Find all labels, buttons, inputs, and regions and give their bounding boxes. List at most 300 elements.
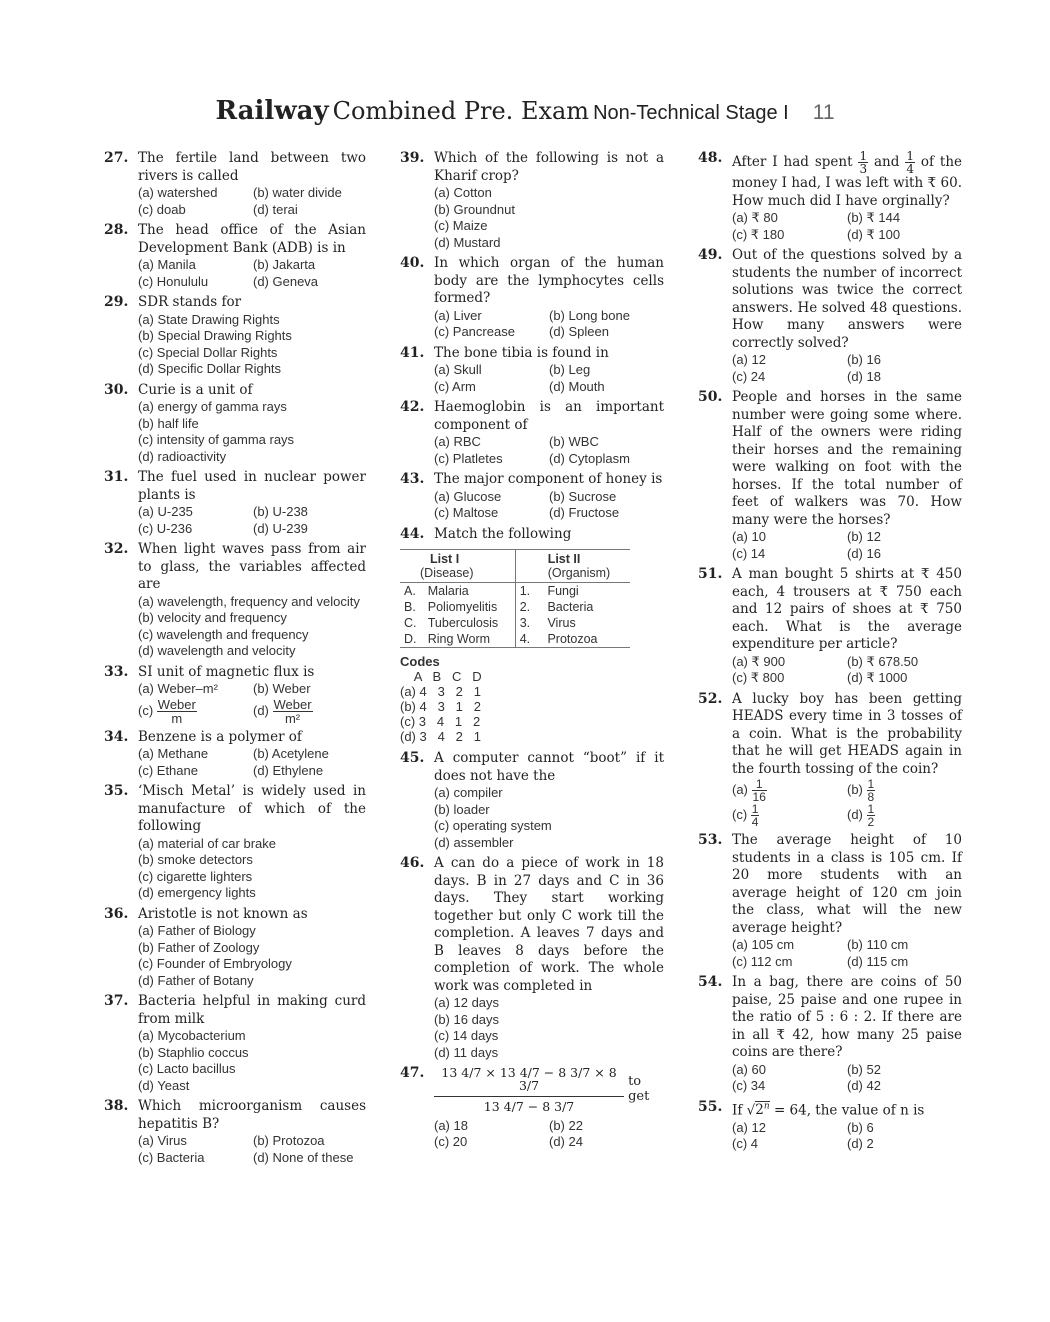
question-30 [104, 382, 366, 466]
question-text: Match the following [434, 525, 572, 542]
options [138, 312, 366, 378]
question-46 [400, 855, 664, 1061]
question-text: In which organ of the human body are the lymphocytes cells formed? [434, 255, 664, 306]
question-number: 54. [698, 974, 723, 990]
options [434, 434, 664, 467]
option-c: (c) Maize [434, 218, 488, 233]
options [138, 746, 366, 779]
question-text: Aristotle is not known as [138, 905, 308, 922]
options [732, 210, 962, 243]
page-header [0, 96, 1050, 126]
question-text: In a bag, there are coins of 50 paise, 25 paise and one rupee in the ratio of 5 : 6 : 2. If there are in all ₹ 42, how many 25 paise coins are there? [732, 974, 962, 1060]
question-number: 36. [104, 905, 129, 922]
option-d: (d) 115 cm [847, 953, 909, 969]
question-35 [104, 783, 366, 902]
option-c: (c) Bacteria [138, 1149, 205, 1165]
options [732, 529, 962, 562]
question-40 [400, 255, 664, 341]
option-a: (a) ₹ 900 [732, 653, 786, 669]
question-51 [698, 566, 962, 687]
question-text: Haemoglobin is an important component of [434, 399, 664, 433]
option-d: (d) ₹ 100 [847, 226, 901, 242]
option-d: (d) 2 [847, 1136, 874, 1151]
question-45 [400, 750, 664, 851]
column-2 [400, 150, 664, 1155]
options [732, 654, 962, 687]
column-1 [104, 150, 366, 1170]
list-2-title: List II [547, 552, 581, 566]
option-b: (b) 16 days [434, 1011, 500, 1027]
option-c: (c) Maltose [434, 505, 499, 520]
option-c: (c) Lacto bacillus [138, 1061, 236, 1076]
disease: Tuberculosis [427, 616, 499, 630]
options [138, 681, 366, 725]
option-d: (d) ₹ 1000 [847, 670, 908, 685]
option-a: (a) Father of Biology [138, 923, 256, 938]
option-c: (c) Ethane [138, 762, 198, 778]
option-c: (c) ₹ 180 [732, 226, 785, 242]
question-text: The fuel used in nuclear power plants is [138, 469, 366, 503]
question-39 [400, 150, 664, 251]
option-label: (a) [732, 781, 748, 797]
option-a: (a) State Drawing Rights [138, 311, 280, 327]
option-d: (d) radioactivity [138, 448, 227, 464]
option-d: (d) 42 [847, 1078, 881, 1093]
options [434, 362, 664, 395]
fraction [751, 803, 760, 828]
option-a: (a) Methane [138, 746, 209, 761]
question-text: Benzene is a polymer of [138, 728, 302, 745]
table-row [400, 615, 630, 631]
codes-block [366, 654, 664, 744]
options [138, 504, 366, 537]
options [434, 489, 664, 522]
option-c [138, 698, 253, 725]
option-c: (c) Founder of Embryology [138, 956, 292, 971]
numerator: 1 [867, 777, 875, 791]
organism: Protozoa [543, 631, 630, 648]
question-number: 28. [104, 222, 129, 238]
codes-row: (b) 4 3 1 2 [400, 699, 481, 714]
question-41 [400, 345, 664, 396]
question-text: Curie is a unit of [138, 381, 253, 398]
options [138, 923, 366, 989]
option-d: (d) U-239 [253, 520, 308, 536]
question-37 [104, 993, 366, 1094]
option-c: (c) 4 [732, 1136, 758, 1151]
question-32 [104, 541, 366, 660]
question-text [732, 150, 962, 210]
option-d: (d) emergency lights [138, 885, 256, 900]
option-d: (d) Cytoplasm [549, 450, 630, 466]
option-a: (a) compiler [434, 785, 503, 800]
option-label: (c) [732, 806, 748, 822]
question-text: A computer cannot “boot” if it does not have the [434, 750, 664, 784]
fraction [867, 778, 876, 803]
table-row [400, 599, 630, 615]
option-b: (b) ₹ 144 [847, 210, 901, 225]
option-b [847, 778, 962, 803]
question-number: 32. [104, 541, 129, 557]
question-52 [698, 691, 962, 829]
option-c: (c) Special Dollar Rights [138, 344, 278, 360]
question-number: 47. [400, 1065, 425, 1081]
option-d: (d) 24 [549, 1134, 583, 1149]
options [732, 778, 962, 828]
option-b: (b) Jakarta [253, 257, 316, 272]
option-b: (b) Leg [549, 362, 591, 377]
question-text [732, 1099, 962, 1120]
option-b: (b) Staphlio coccus [138, 1044, 249, 1060]
expression-numerator: 13 4/7 × 13 4/7 − 8 3/7 × 8 3/7 [434, 1065, 624, 1097]
option-b: (b) Acetylene [253, 746, 329, 761]
numerator: 1 [752, 778, 767, 791]
option-d-label: (d) [253, 702, 269, 718]
codes-label: Codes [400, 654, 440, 669]
question-number: 52. [698, 690, 723, 707]
row-letter: D. [400, 631, 424, 648]
option-d: (d) Spleen [549, 324, 609, 339]
table-row [400, 631, 630, 648]
option-d: (d) Yeast [138, 1077, 190, 1093]
text-part: = 64, the value of n is [773, 1102, 925, 1118]
codes-row: A B C D [400, 669, 482, 684]
option-b: (b) WBC [549, 434, 599, 449]
expression [434, 1065, 664, 1114]
option-d [847, 803, 962, 828]
question-number: 50. [698, 389, 723, 405]
option-d: (d) assembler [434, 834, 514, 850]
options [434, 185, 664, 251]
question-48 [698, 150, 962, 243]
question-text: ‘Misch Metal’ is widely used in manufacture of which of the following [138, 783, 366, 834]
option-a: (a) ₹ 80 [732, 210, 778, 225]
list-1-header [400, 550, 515, 583]
fraction [867, 803, 876, 828]
question-44 [400, 526, 664, 544]
options [138, 399, 366, 465]
option-b: (b) loader [434, 801, 490, 817]
text-part: of the money I had, I was left with ₹ 60. How much did I have orginally? [732, 154, 963, 209]
option-c: (c) wavelength and frequency [138, 626, 309, 642]
option-a: (a) Skull [434, 362, 482, 377]
option-a: (a) Weber–m² [138, 681, 218, 696]
question-29 [104, 294, 366, 378]
question-text: Which microorganism causes hepatitis B? [138, 1098, 366, 1132]
question-text: The major component of honey is [434, 471, 663, 487]
options [138, 1133, 366, 1166]
option-a: (a) material of car brake [138, 835, 276, 851]
question-number: 31. [104, 469, 129, 485]
question-number: 45. [400, 750, 425, 766]
question-number: 34. [104, 728, 129, 745]
option-d [253, 698, 366, 725]
denominator: 4 [906, 162, 914, 176]
question-number: 51. [698, 566, 723, 582]
option-c: (c) Platletes [434, 450, 503, 466]
question-50 [698, 389, 962, 562]
option-b: (b) velocity and frequency [138, 610, 287, 625]
question-number: 41. [400, 344, 425, 361]
option-a: (a) 105 cm [732, 937, 795, 952]
option-a: (a) RBC [434, 434, 481, 449]
list-2-subtitle: (Organism) [547, 566, 611, 580]
organism: Bacteria [547, 600, 594, 614]
option-c [732, 803, 847, 828]
question-42 [400, 399, 664, 467]
list-2-header [515, 550, 630, 583]
row-number: 4. [515, 631, 543, 648]
question-number: 42. [400, 399, 425, 415]
option-a: (a) Cotton [434, 185, 492, 200]
option-label: (b) [847, 781, 863, 797]
question-number: 44. [400, 525, 425, 542]
option-d: (d) Fructose [549, 505, 620, 520]
text-part: If [732, 1102, 743, 1118]
option-b: (b) U-238 [253, 504, 308, 519]
option-a: (a) 18 [434, 1117, 468, 1133]
question-text: Out of the questions solved by a students the number of incorrect solutions was twice the correct answers. He solved 48 questions. How many answers were correctly solved? [732, 247, 962, 351]
question-49 [698, 247, 962, 385]
question-number: 38. [104, 1098, 129, 1114]
header-title-bold: Railway [215, 96, 329, 126]
option-a: (a) Liver [434, 307, 482, 323]
option-c: (c) U-236 [138, 520, 193, 536]
option-d: (d) Geneva [253, 273, 319, 289]
option-b: (b) Long bone [549, 307, 630, 323]
denominator: m [171, 710, 183, 726]
question-43 [400, 471, 664, 522]
fraction [858, 150, 868, 175]
option-c: (c) Arm [434, 378, 476, 394]
option-b: (b) 22 [549, 1117, 583, 1133]
question-text: The fertile land between two rivers is called [138, 150, 366, 184]
disease: Poliomyelitis [427, 600, 498, 614]
option-b: (b) 110 cm [847, 937, 909, 952]
question-number: 30. [104, 381, 129, 398]
question-number: 49. [698, 247, 723, 263]
options [138, 594, 366, 660]
denominator: 2 [867, 815, 875, 829]
organism: Fungi [547, 584, 579, 598]
question-number: 46. [400, 855, 425, 871]
option-c: (c) Honululu [138, 273, 209, 289]
question-number: 53. [698, 832, 723, 848]
fraction [157, 698, 197, 725]
numerator: Weber [157, 696, 196, 712]
options [138, 1028, 366, 1094]
question-34 [104, 729, 366, 780]
option-b: (b) half life [138, 415, 199, 431]
option-d: (d) Ethylene [253, 762, 324, 778]
header-title: Combined Pre. Exam [332, 97, 590, 125]
radicand-base: 2 [755, 1102, 764, 1118]
option-b: (b) water divide [253, 185, 342, 200]
disease: Malaria [427, 584, 469, 598]
codes-row: (c) 3 4 1 2 [400, 714, 481, 729]
list-1-title: List I [430, 552, 460, 566]
option-c: (c) cigarette lighters [138, 868, 253, 884]
options [732, 1120, 962, 1153]
organism: Virus [547, 616, 576, 630]
question-47 [400, 1065, 664, 1151]
option-c: (c) doab [138, 201, 186, 217]
option-d: (d) terai [253, 201, 298, 217]
expression-tail: to get [628, 1074, 650, 1105]
option-c: (c) 14 days [434, 1028, 499, 1043]
question-28 [104, 222, 366, 290]
row-number: 2. [515, 599, 543, 615]
option-c: (c) 34 [732, 1078, 766, 1093]
question-text: Bacteria helpful in making curd from milk [138, 993, 366, 1027]
option-d: (d) 18 [847, 368, 881, 384]
option-d: (d) Mustard [434, 234, 501, 250]
fraction [752, 778, 767, 803]
fraction [905, 150, 915, 175]
header-subtitle: Non-Technical Stage I [593, 102, 789, 124]
option-c: (c) Pancrease [434, 324, 515, 339]
options [434, 308, 664, 341]
denominator: 4 [751, 815, 759, 829]
option-a: (a) 10 [732, 529, 766, 544]
question-number: 37. [104, 993, 129, 1009]
option-b: (b) 52 [847, 1061, 881, 1077]
text-part: After I had spent [732, 154, 853, 170]
fraction [273, 698, 313, 725]
option-a: (a) Manila [138, 257, 196, 272]
option-d: (d) 11 days [434, 1044, 499, 1060]
question-text: Which of the following is not a Kharif crop? [434, 150, 664, 184]
radicand [755, 1101, 769, 1118]
question-number: 33. [104, 663, 129, 680]
options [732, 937, 962, 970]
option-b: (b) Sucrose [549, 488, 617, 504]
option-c: (c) 20 [434, 1134, 468, 1149]
big-fraction [434, 1065, 624, 1114]
question-text: The head office of the Asian Development Bank (ADB) is in [138, 222, 366, 256]
codes-row: (a) 4 3 2 1 [400, 684, 481, 699]
option-c: (c) 14 [732, 545, 766, 561]
expression-denominator: 13 4/7 − 8 3/7 [483, 1099, 575, 1114]
options [732, 352, 962, 385]
option-b: (b) Protozoa [253, 1133, 325, 1148]
row-letter: C. [404, 616, 417, 630]
option-a: (a) Virus [138, 1133, 187, 1148]
numerator: Weber [273, 696, 312, 712]
option-a: (a) energy of gamma rays [138, 399, 287, 414]
question-number: 29. [104, 294, 129, 310]
question-text: SDR stands for [138, 294, 242, 310]
list-1-subtitle: (Disease) [420, 566, 474, 580]
option-b: (b) 12 [847, 529, 881, 544]
options [138, 836, 366, 902]
option-b: (b) 16 [847, 352, 881, 367]
row-letter: A. [404, 584, 416, 598]
question-number: 55. [698, 1098, 723, 1115]
question-27 [104, 150, 366, 218]
question-text: The average height of 10 students in a class is 105 cm. If 20 more students with an average height of 120 cm join the class, what will the new average height? [732, 832, 962, 936]
table-row [400, 583, 630, 600]
question-number: 48. [698, 150, 723, 166]
options [138, 257, 366, 290]
question-31 [104, 469, 366, 537]
option-b: (b) ₹ 678.50 [847, 653, 919, 669]
row-number: 1. [515, 583, 543, 600]
question-text: When light waves pass from air to glass, the variables affected are [138, 541, 366, 592]
option-c: (c) 112 cm [732, 953, 793, 969]
option-c: (c) ₹ 800 [732, 670, 785, 685]
question-38 [104, 1098, 366, 1166]
denominator: 3 [859, 162, 868, 176]
options [434, 1118, 664, 1151]
option-b: (b) 6 [847, 1119, 874, 1135]
question-text: SI unit of magnetic flux is [138, 663, 315, 680]
options [434, 995, 664, 1061]
question-33 [104, 664, 366, 725]
question-text: A lucky boy has been getting HEADS every time in 3 tosses of a coin. What is the probability that he will get HEADS again in the fourth tossing of the coin? [732, 690, 962, 777]
question-55 [698, 1099, 962, 1153]
question-text: The bone tibia is found in [434, 344, 609, 361]
option-b: (b) Father of Zoology [138, 939, 260, 955]
question-53 [698, 832, 962, 970]
question-number: 35. [104, 783, 129, 799]
page-number: 11 [812, 101, 835, 124]
option-a: (a) watershed [138, 185, 218, 200]
option-b: (b) Weber [253, 681, 311, 696]
question-54 [698, 974, 962, 1095]
option-d: (d) Father of Botany [138, 972, 254, 988]
option-d: (d) Specific Dollar Rights [138, 361, 282, 376]
denominator: 8 [867, 790, 875, 804]
option-a: (a) 12 days [434, 995, 500, 1010]
column-3 [698, 150, 962, 1157]
numerator: 1 [906, 149, 914, 163]
option-b: (b) smoke detectors [138, 852, 253, 867]
option-c: (c) 24 [732, 368, 766, 384]
denominator: m² [284, 710, 301, 726]
numerator: 1 [751, 802, 759, 816]
option-b: (b) Groundnut [434, 201, 515, 217]
disease: Ring Worm [424, 631, 515, 648]
row-number: 3. [515, 615, 543, 631]
match-table [400, 549, 630, 648]
question-text: A man bought 5 shirts at ₹ 450 each, 4 trousers at ₹ 750 each and 12 pairs of shoes at ₹ 750 each. What is the average expenditure per article? [732, 566, 962, 652]
option-c-label: (c) [138, 702, 154, 718]
option-c: (c) intensity of gamma rays [138, 432, 295, 447]
question-36 [104, 906, 366, 990]
option-c: (c) operating system [434, 818, 552, 833]
question-text: A can do a piece of work in 18 days. B in 27 days and C in 36 days. They start working together but only C work till the completion. A leaves 7 days and B leaves 8 days before the completion of work. The whole work was completed in [434, 855, 664, 994]
radicand-exponent: n [763, 1101, 770, 1112]
question-number: 40. [400, 255, 425, 271]
row-letter: B. [404, 600, 416, 614]
option-d: (d) 16 [847, 545, 881, 561]
option-a: (a) U-235 [138, 504, 193, 519]
option-a: (a) 12 [732, 1119, 766, 1135]
question-number: 39. [400, 150, 425, 166]
options [138, 185, 366, 218]
radical-sign: √ [746, 1102, 756, 1118]
codes-row: (d) 3 4 2 1 [400, 729, 481, 744]
denominator: 16 [752, 790, 766, 804]
option-label: (d) [847, 806, 863, 822]
option-a: (a) 12 [732, 352, 766, 367]
question-text: People and horses in the same number were going some where. Half of the owners were riding their horses and the remaining were walking on foot with the horses. If the total number of feet of walkers was 70. How many were the horses? [732, 389, 962, 528]
numerator: 1 [867, 802, 875, 816]
option-a [732, 778, 847, 803]
numerator: 1 [859, 149, 868, 163]
option-b: (b) Special Drawing Rights [138, 328, 292, 343]
